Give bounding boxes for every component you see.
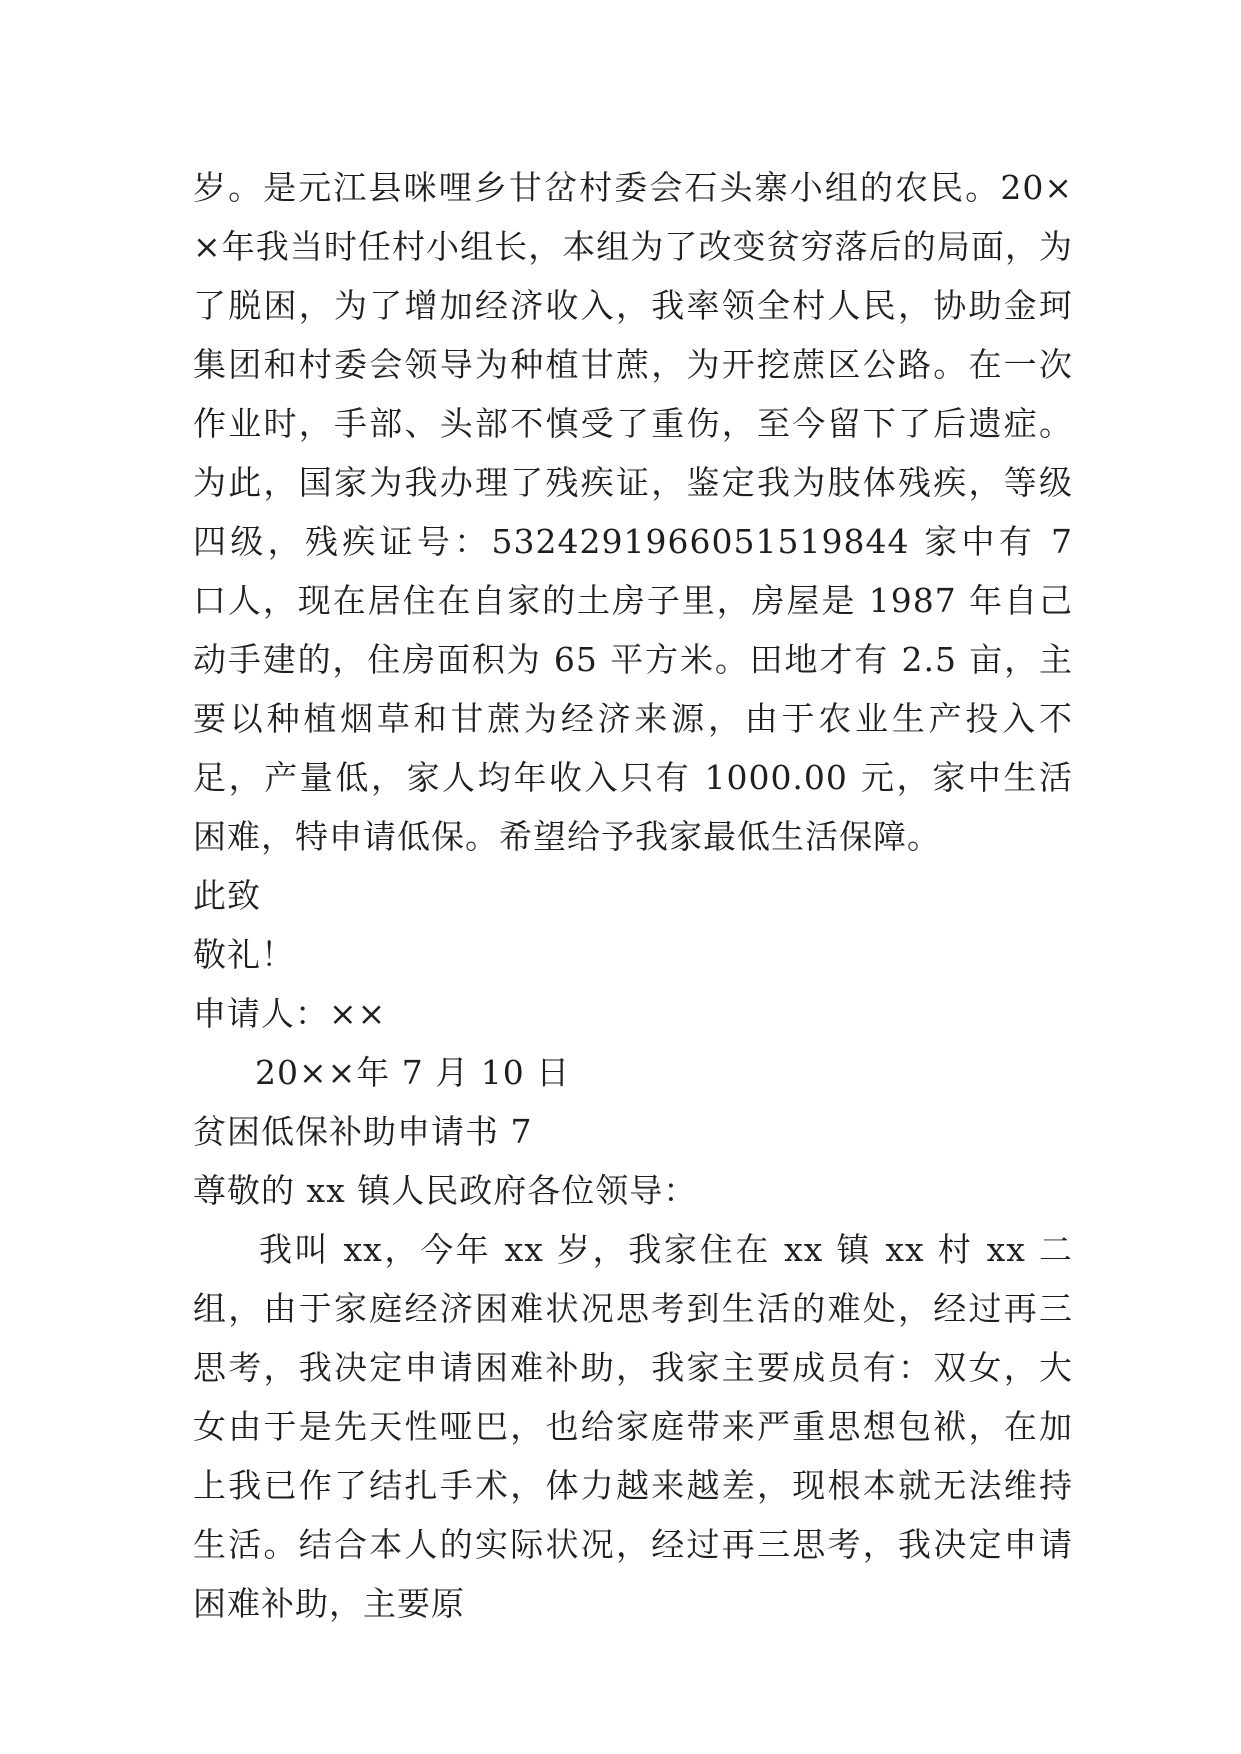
application-date: 20××年 7 月 10 日 (255, 1053, 571, 1092)
body-paragraph: 岁。是元江县咪哩乡甘岔村委会石头寨小组的农民。20××年我当时任村小组长，本组为了改变贫穷落后的局面，为了脱困，为了增加经济收入，我率领全村人民，协助金珂集团和村委会领导为种植甘蔗，为开挖蔗区公路。在一次作业时，手部、头部不慎受了重伤，至今留下了后遗症。为此，国家为我办理了残疾证，鉴定我为肢体残疾，等级四级，残疾证号：5324291966051519844 家中有 7 口人，现在居住在自家的土房子里，房屋是 1987 年自己动手建的，住房面积为 65 平方米。田地才有 2.5 亩，主要以种植烟草和甘蔗为经济来源，由于农业生产投入不足，产量低，家人均年收入只有 1000.00 元，家中生活困难，特申请低保。希望给予我家最低生活保障。 (193, 168, 1073, 856)
salutation: 尊敬的 xx 镇人民政府各位领导： (193, 1171, 698, 1210)
body-paragraph: 我叫 xx，今年 xx 岁，我家住在 xx 镇 xx 村 xx 二组，由于家庭经济困难状况思考到生活的难处，经过再三思考，我决定申请困难补助，我家主要成员有：双女，大女由于是先天性哑巴，也给家庭带来严重思想包袱，在加上我已作了结扎手术，体力越来越差，现根本就无法维持生活。结合本人的实际状况，经过再三思考，我决定申请困难补助，主要原 (193, 1230, 1073, 1623)
applicant-signature: 申请人：×× (193, 994, 387, 1033)
closing-phrase: 此致 (193, 876, 261, 915)
section-title: 贫困低保补助申请书 7 (193, 1112, 533, 1151)
closing-salute: 敬礼！ (193, 935, 295, 974)
document-body (193, 158, 1073, 1633)
